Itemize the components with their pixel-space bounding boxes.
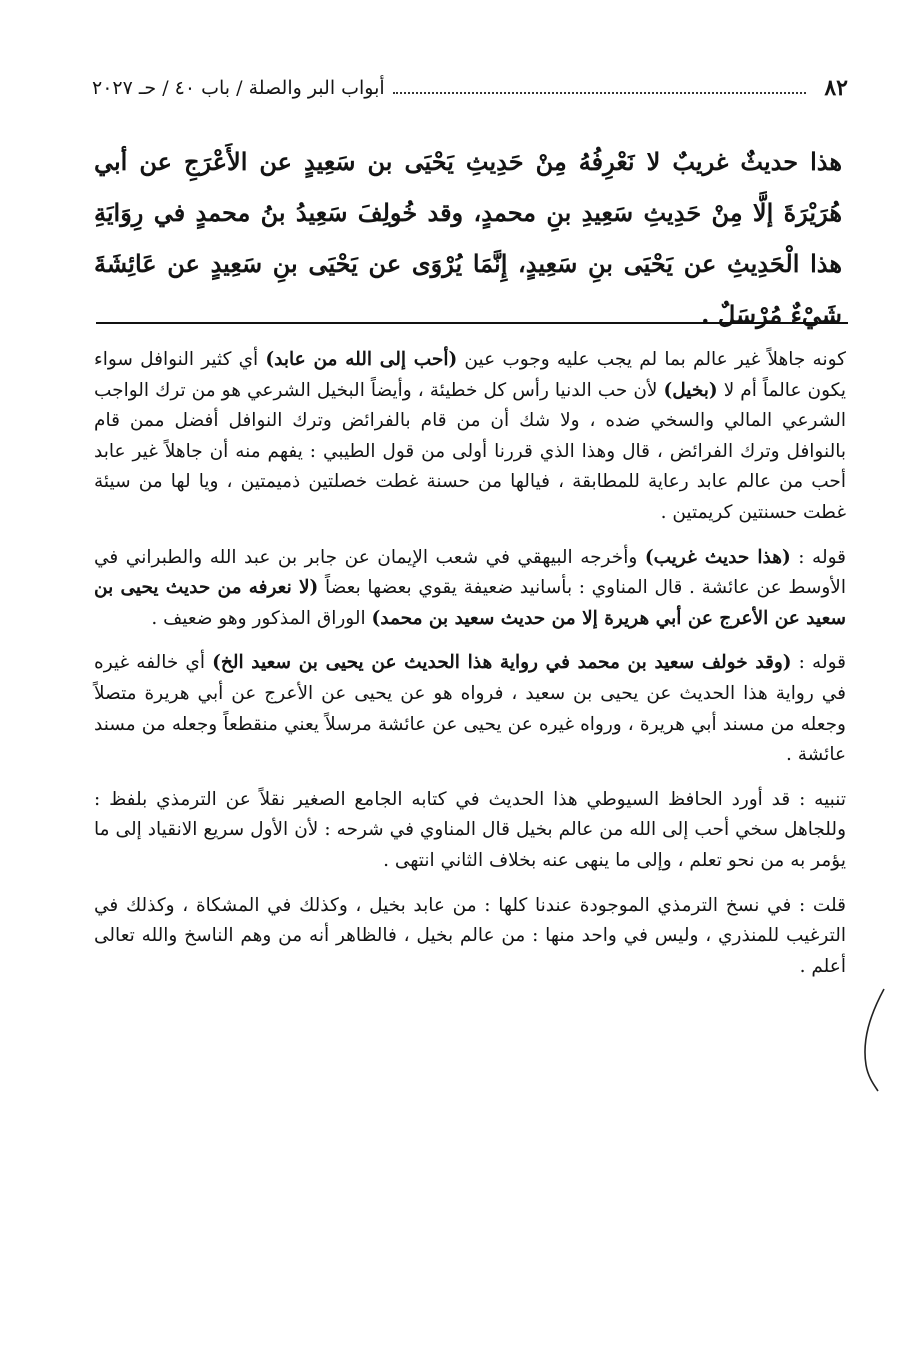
commentary-paragraph-4	[94, 785, 846, 877]
commentary-text: قوله :	[790, 546, 847, 568]
running-title: أبواب البر والصلة / باب ٤٠ / حـ ٢٠٢٧	[92, 77, 385, 99]
commentary-text: وأخرجه البيهقي في شعب الإيمان عن جابر بن عبد الله والطبراني في الأوسط عن عائشة . قال المناوي : بأسانيد ضعيفة يقوي بعضها بعضاً	[94, 546, 846, 599]
commentary-paragraph-3	[94, 648, 846, 770]
page-number: ٨٢	[824, 75, 848, 101]
commentary-paragraph-5	[94, 891, 846, 983]
commentary-text: أي كثير النوافل سواء يكون عالماً أم لا	[94, 349, 846, 401]
commentary-section	[94, 345, 846, 996]
commentary-text: تنبيه : قد أورد الحافظ السيوطي هذا الحديث في كتابه الجامع الصغير نقلاً عن الترمذي بلفظ : وللجاهل سخي أحب إلى الله من عالم بخيل قال المناوي في شرحه : لأن الأول سريع الانقياد إلى ما يؤمر به من نحو تعلم ، وإلى ما ينهى عنه بخلاف الثاني انتهى .	[94, 788, 846, 871]
commentary-text: لأن حب الدنيا رأس كل خطيئة ، وأيضاً البخيل الشرعي هو من ترك الواجب الشرعي المالي والسخي ضده ، ولا شك أن من قام بالفرائض وترك النوافل أفضل ممن قام بالنوافل وترك الفرائض ، قال وهذا الذي قررنا أولى من قول الطيبي : يفهم منه أن جاهلاً غير عابد أحب من عالم عابد رعاية للمطابقة ، فيالها من حسنة غطت خصلتين ذميمتين ، ويا لها من سيئة غطت حسنتين كريمتين .	[94, 379, 846, 523]
commentary-text: قلت : في نسخ الترمذي الموجودة عندنا كلها : من عابد بخيل ، وكذلك في المشكاة ، وكذلك في الترغيب للمنذري ، وليس في واحد منها : من عالم بخيل ، فالظاهر أنه من وهم الناسخ والله تعالى أعلم .	[94, 894, 846, 977]
commentary-paragraph-1	[94, 345, 846, 529]
main-text-paragraph: هذا حديثٌ غريبٌ لا نَعْرِفُهُ مِنْ حَدِيثِ يَحْيَى بن سَعِيدٍ عن الأَعْرَجِ عن أبي هُرَيْرَةَ إلَّا مِنْ حَدِيثِ سَعِيدِ بنِ محمدٍ، وقد خُولِفَ سَعِيدُ بنُ محمدٍ في رِوَايَةِ هذا الْحَدِيثِ عن يَحْيَى بنِ سَعِيدٍ، إِنَّمَا يُرْوَى عن يَحْيَى بنِ سَعِيدٍ عن عَائِشَةَ شَيْءٌ مُرْسَلٌ .	[94, 147, 842, 329]
commentary-text: قوله :	[791, 652, 846, 674]
hadith-main-text	[94, 136, 842, 340]
page-header	[92, 70, 848, 106]
commentary-paragraph-2	[94, 543, 846, 635]
quoted-phrase: (هذا حديث غريب)	[644, 546, 791, 568]
header-dot-leader	[393, 82, 807, 94]
commentary-text: أي خالفه غيره في رواية هذا الحديث عن يحيى بن سعيد ، فرواه هو عن يحيى عن الأعرج عن أبي هريرة متصلاً وجعله من مسند أبي هريرة ، ورواه غيره عن يحيى عن عائشة مرسلاً يعني منقطعاً وجعله من مسند عائشة .	[94, 652, 846, 766]
quoted-phrase: (بخيل)	[663, 379, 718, 401]
commentary-text: كونه جاهلاً غير عالم بما لم يجب عليه وجوب عين	[457, 349, 846, 370]
handwritten-margin-mark	[852, 985, 892, 1095]
quoted-phrase: (وقد خولف سعيد بن محمد في رواية هذا الحديث عن يحيى بن سعيد الخ)	[212, 652, 792, 674]
quoted-phrase: (أحب إلى الله من عابد)	[265, 349, 458, 370]
commentary-text: الوراق المذكور وهو ضعيف .	[151, 607, 372, 629]
quoted-phrase: (لا نعرفه من حديث يحيى بن سعيد عن الأعرج عن أبي هريرة إلا من حديث سعيد بن محمد)	[94, 577, 846, 629]
footnote-separator-line	[96, 322, 848, 324]
